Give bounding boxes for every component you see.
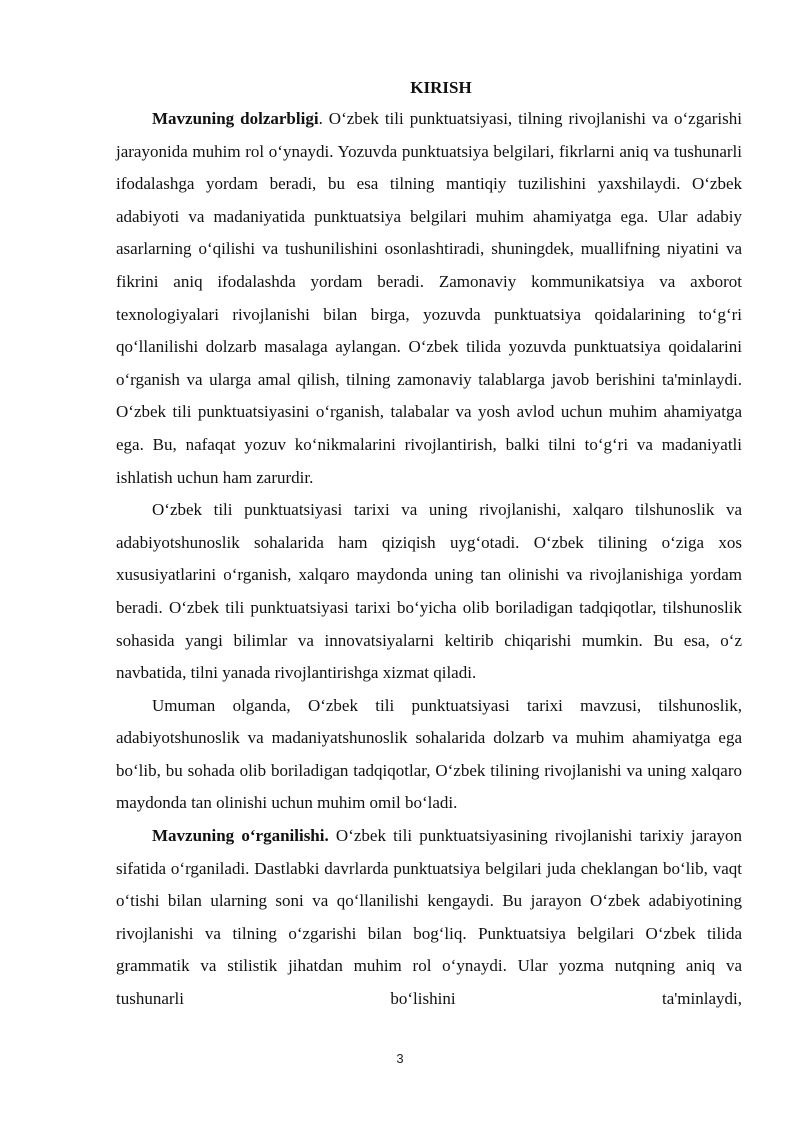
paragraph-body: O‘zbek tili punktuatsiyasi tarixi va uning rivojlanishi, xalqaro tilshunoslik va adabiyotshunoslik sohalarida ham qiziqish uyg‘otadi. O‘zbek tilining o‘ziga xos xususiyatlarini o‘rganish, xalqaro maydonda uning tan olinishi va rivojlanishiga yordam beradi. O‘zbek tili punktuatsiyasi tarixi bo‘yicha olib boriladigan tadqiqotlar, tilshunoslik sohasida yangi bilimlar va innovatsiyalarni keltirib chiqarishi mumkin. Bu esa, o‘z navbatida, tilni yanada rivojlantirishga xizmat qiladi. [116, 500, 742, 683]
paragraph-study [116, 820, 742, 1016]
document-page [116, 72, 742, 1016]
paragraph-body: . O‘zbek tili punktuatsiyasi, tilning rivojlanishi va o‘zgarishi jarayonida muhim rol o‘ynaydi. Yozuvda punktuatsiya belgilari, fikrlarni aniq va tushunarli ifodalashga yordam beradi, bu esa tilning mantiqiy tuzilishini yaxshilaydi. O‘zbek adabiyoti va madaniyatida punktuatsiya belgilari muhim ahamiyatga ega. Ular adabiy asarlarning o‘qilishi va tushunilishini osonlashtiradi, shuningdek, muallifning niyatini va fikrini aniq ifodalashda yordam beradi. Zamonaviy kommunikatsiya va axborot texnologiyalari rivojlanishi bilan birga, yozuvda punktuatsiya qoidalarining to‘g‘ri qo‘llanilishi dolzarb masalaga aylangan. O‘zbek tilida yozuvda punktuatsiya qoidalarini o‘rganish va ularga amal qilish, tilning zamonaviy talablarga javob berishini ta'minlaydi. O‘zbek tili punktuatsiyasini o‘rganish, talabalar va yosh avlod uchun muhim ahamiyatga ega. Bu, nafaqat yozuv ko‘nikmalarini rivojlantirish, balki tilni to‘g‘ri va madaniyatli ishlatish uchun ham zarurdir. [116, 109, 742, 487]
paragraph-body: Umuman olganda, O‘zbek tili punktuatsiyasi tarixi mavzusi, tilshunoslik, adabiyotshunoslik va madaniyatshunoslik sohalarida dolzarb va muhim ahamiyatga ega bo‘lib, bu sohada olib boriladigan tadqiqotlar, O‘zbek tilining rivojlanishi va uning xalqaro maydonda tan olinishi uchun muhim omil bo‘ladi. [116, 695, 742, 813]
paragraph-relevance [116, 103, 742, 494]
paragraph-lead-study: Mavzuning o‘rganilishi. [152, 826, 329, 846]
page-number: 3 [396, 1051, 404, 1066]
document-title: KIRISH [410, 78, 472, 97]
paragraph-summary [116, 690, 742, 820]
paragraph-lead-relevance: Mavzuning dolzarbligi [152, 109, 319, 128]
paragraph-history [116, 494, 742, 690]
paragraph-body: O‘zbek tili punktuatsiyasining rivojlanishi tarixiy jarayon sifatida o‘rganiladi. Dastlabki davrlarda punktuatsiya belgilari juda cheklangan bo‘lib, vaqt o‘tishi bilan ularning soni va qo‘llanilishi kengaydi. Bu jarayon O‘zbek adabiyotining rivojlanishi va tilning o‘zgarishi bilan bog‘liq. Punktuatsiya belgilari O‘zbek tilida grammatik va stilistik jihatdan muhim rol o‘ynaydi. Ular yozma nutqning aniq va tushunarli bo‘lishini ta'minlaydi, [116, 826, 742, 1009]
